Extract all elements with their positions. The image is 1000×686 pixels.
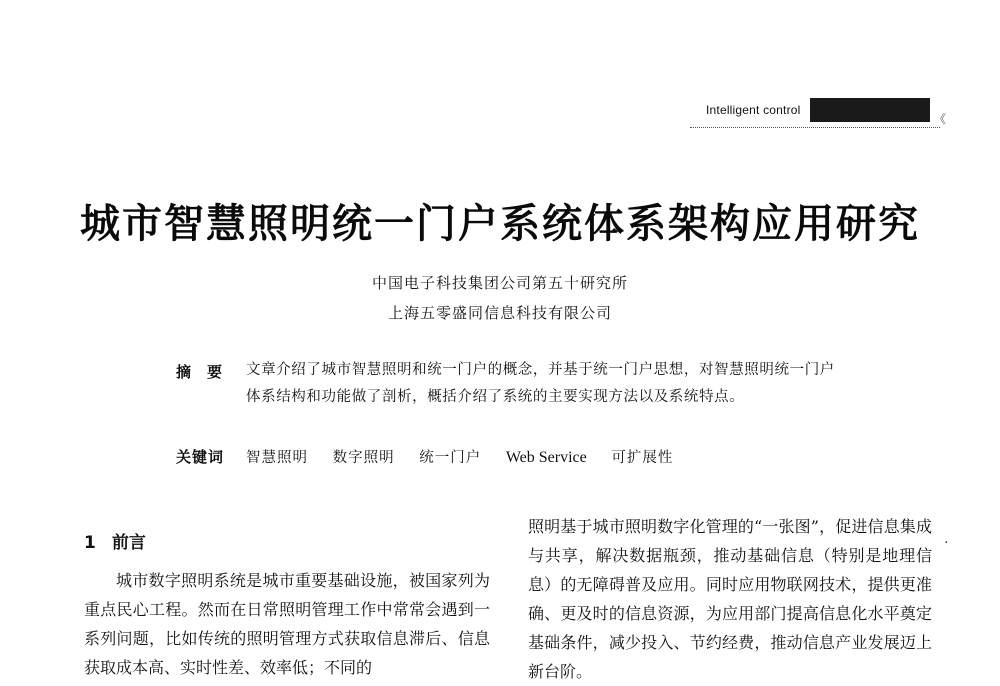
keywords-list	[246, 446, 693, 467]
keyword-item: 统一门户	[419, 450, 482, 466]
left-column-paragraph: 城市数字照明系统是城市重要基础设施，被国家列为重点民心工程。然而在日常照明管理工作中常常会遇到一系列问题，比如传统的照明管理方式获取信息滞后、信息获取成本高、实时性差、效率低；不同的	[84, 571, 490, 677]
keywords-label: 关键词	[176, 448, 225, 466]
section-number: 1	[84, 533, 96, 553]
keyword-item: 数字照明	[332, 450, 395, 466]
margin-speck: .	[944, 531, 949, 547]
left-column	[84, 566, 490, 682]
affiliation-2: 上海五零盛同信息科技有限公司	[387, 304, 612, 322]
header-mark: 《	[934, 112, 947, 126]
paper-title: 城市智慧照明统一门户系统体系架构应用研究	[80, 201, 920, 247]
header-tag: Intelligent control	[706, 103, 801, 117]
right-column	[528, 512, 932, 686]
abstract-label: 摘要	[176, 363, 239, 381]
keyword-item: Web Service	[505, 449, 587, 466]
section-heading	[84, 528, 146, 553]
keyword-item: 可扩展性	[611, 450, 674, 466]
keyword-item: 智慧照明	[246, 450, 308, 466]
section-title: 前言	[111, 533, 146, 553]
header-rule	[690, 127, 940, 128]
abstract-body: 文章介绍了城市智慧照明和统一门户的概念，并基于统一门户思想，对智慧照明统一门户体系结构和功能做了剖析，概括介绍了系统的主要实现方法以及系统特点。	[246, 362, 835, 405]
right-column-paragraph: 照明基于城市照明数字化管理的“一张图”，促进信息集成与共享，解决数据瓶颈，推动基础信息（特别是地理信息）的无障碍普及应用。同时应用物联网技术，提供更准确、更及时的信息资源，为应用部门提高信息化水平奠定基础条件，减少投入、节约经费，推动信息产业发展迈上新台阶。	[528, 517, 932, 681]
header-logo-bar	[810, 98, 930, 122]
affiliation-1: 中国电子科技集团公司第五十研究所	[371, 274, 628, 292]
